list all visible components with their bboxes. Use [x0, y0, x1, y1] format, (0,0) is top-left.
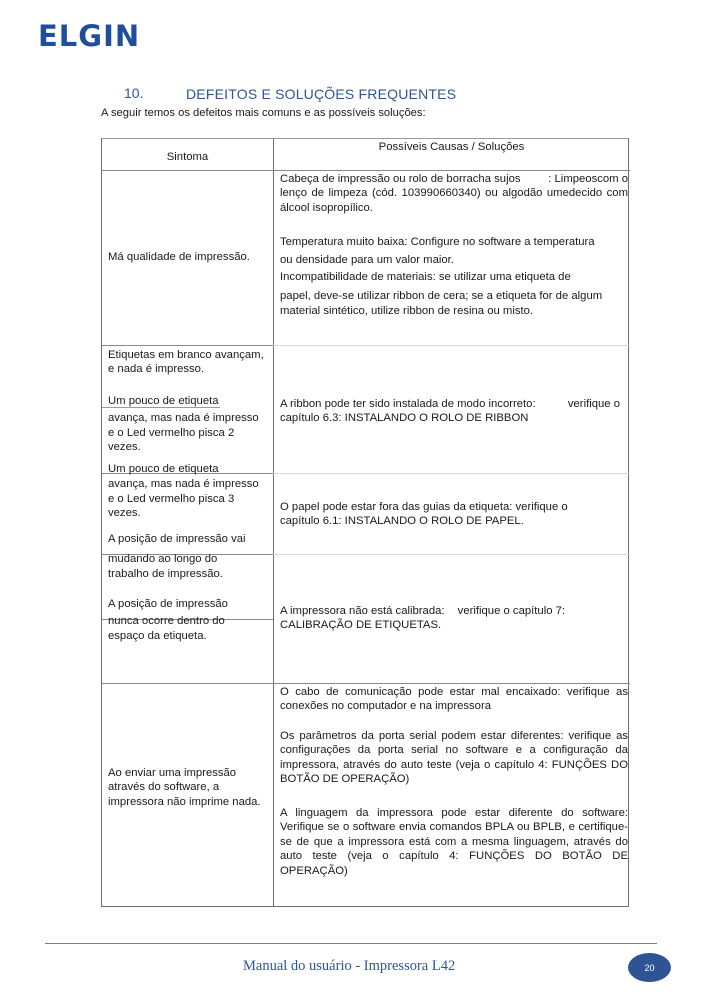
row-divider [273, 170, 630, 171]
section-intro: A seguir temos os defeitos mais comuns e as possíveis soluções: [101, 107, 426, 119]
header-symptom: Sintoma [166, 151, 209, 163]
row-divider [273, 683, 630, 684]
cause-fix: : Limpeoscom o [548, 173, 628, 185]
cause-fix-detail: lenço de limpeza (cód. 103990660340) ou algodão umedecido com álcool isopropílico. [280, 187, 628, 214]
elgin-logo: ELGIN [38, 19, 141, 53]
symptom-position-drifts [108, 532, 266, 581]
section-number: 10. [124, 85, 144, 101]
symptom-led-blinks-3 [108, 462, 266, 521]
footer-divider [45, 943, 657, 944]
cause-low-temperature [280, 233, 628, 269]
cause-line: ou densidade para um valor maior. [280, 254, 454, 266]
cause-fix: verifique o [515, 501, 568, 513]
cause-fix-detail: CALIBRAÇÃO DE ETIQUETAS. [280, 619, 442, 632]
cause-fix: verifique o capítulo 7: [457, 605, 566, 617]
column-divider [273, 139, 274, 906]
footer-title: Manual do usuário - Impressora L42 [243, 958, 456, 974]
symptom-led-blinks-2 [108, 394, 266, 455]
cause-fix-detail: capítulo 6.3: INSTALANDO O ROLO DE RIBBON [280, 412, 529, 425]
row-divider [102, 170, 273, 171]
symptom-line: Um pouco de etiqueta [108, 463, 219, 475]
symptom-line: A posição de impressão vai [108, 533, 246, 545]
cause-lead: A impressora não está calibrada: [280, 605, 445, 617]
cause-paper-guides [280, 500, 628, 529]
symptom-line: A posição de impressão [108, 598, 228, 610]
troubleshooting-table [101, 138, 629, 907]
cause-serial-params: Os parâmetros da porta serial podem estar diferentes: verifique as configurações da porta serial no software e a configuração da impressora, através do auto teste (veja o capítulo 4: FUNÇÕES DO BOTÃO DE OPERAÇÃO) [280, 730, 628, 786]
symptom-blank-labels: Etiquetas em branco avançam, e nada é impresso. [108, 349, 264, 376]
page-number: 20 [644, 962, 655, 973]
row-divider [273, 345, 630, 346]
symptom-position-outside [108, 597, 266, 643]
cause-lead: O papel pode estar fora das guias da etiqueta: [280, 501, 513, 513]
cause-not-calibrated [280, 604, 628, 633]
symptom-line: nunca ocorre dentro do [108, 615, 225, 628]
header-causes: Possíveis Causas / Soluções [378, 141, 525, 153]
cause-line: Incompatibilidade de materiais: se utilizar uma etiqueta de [280, 271, 571, 283]
page-number-badge [628, 953, 671, 982]
cause-language: A linguagem da impressora pode estar diferente do software: Verifique se o software envia comandos BPLA ou BPLB, e certifique-se de que a impressora está com a mesma linguagem, através do auto teste (veja o capítulo 4: FUNÇÕES DO BOTÃO DE OPERAÇÃO) [280, 807, 628, 877]
cause-ribbon-incorrect [280, 397, 628, 426]
section-title: DEFEITOS E SOLUÇÕES FREQUENTES [186, 86, 457, 102]
symptom-line: avança, mas nada é impresso e o Led vermelho pisca 3 vezes. [108, 478, 259, 520]
symptom-line: avança, mas nada é impresso e o Led vermelho pisca 2 vezes. [108, 412, 259, 454]
cause-fix: verifique o [567, 398, 620, 410]
cause-line: Temperatura muito baixa: Configure no software a temperatura [280, 236, 595, 248]
underline [102, 407, 220, 408]
cause-dirty-head [280, 172, 628, 215]
row-divider [102, 345, 273, 346]
row-divider [102, 683, 273, 684]
symptom-line: trabalho de impressão. [108, 567, 223, 580]
symptom-line: Um pouco de etiqueta [108, 395, 219, 407]
cause-cable: O cabo de comunicação pode estar mal encaixado: verifique as conexões no computador e na impressora [280, 686, 628, 713]
cause-fix-detail: capítulo 6.1: INSTALANDO O ROLO DE PAPEL. [280, 515, 524, 528]
cause-material-incompatibility [280, 270, 628, 318]
cause-lead: Cabeça de impressão ou rolo de borracha sujos [280, 173, 521, 185]
cause-lead: A ribbon pode ter sido instalada de modo incorreto: [280, 398, 536, 410]
cause-line: papel, deve-se utilizar ribbon de cera; se a etiqueta for de algum material sintético, utilize ribbon de resina ou misto. [280, 290, 603, 317]
row-divider [273, 554, 630, 555]
row-divider [273, 473, 630, 474]
symptom-line: espaço da etiqueta. [108, 629, 207, 642]
symptom-print-quality: Má qualidade de impressão. [108, 251, 250, 263]
symptom-line: mudando ao longo do [108, 553, 218, 566]
symptom-software-no-print: Ao enviar uma impressão através do software, a impressora não imprime nada. [108, 767, 261, 808]
